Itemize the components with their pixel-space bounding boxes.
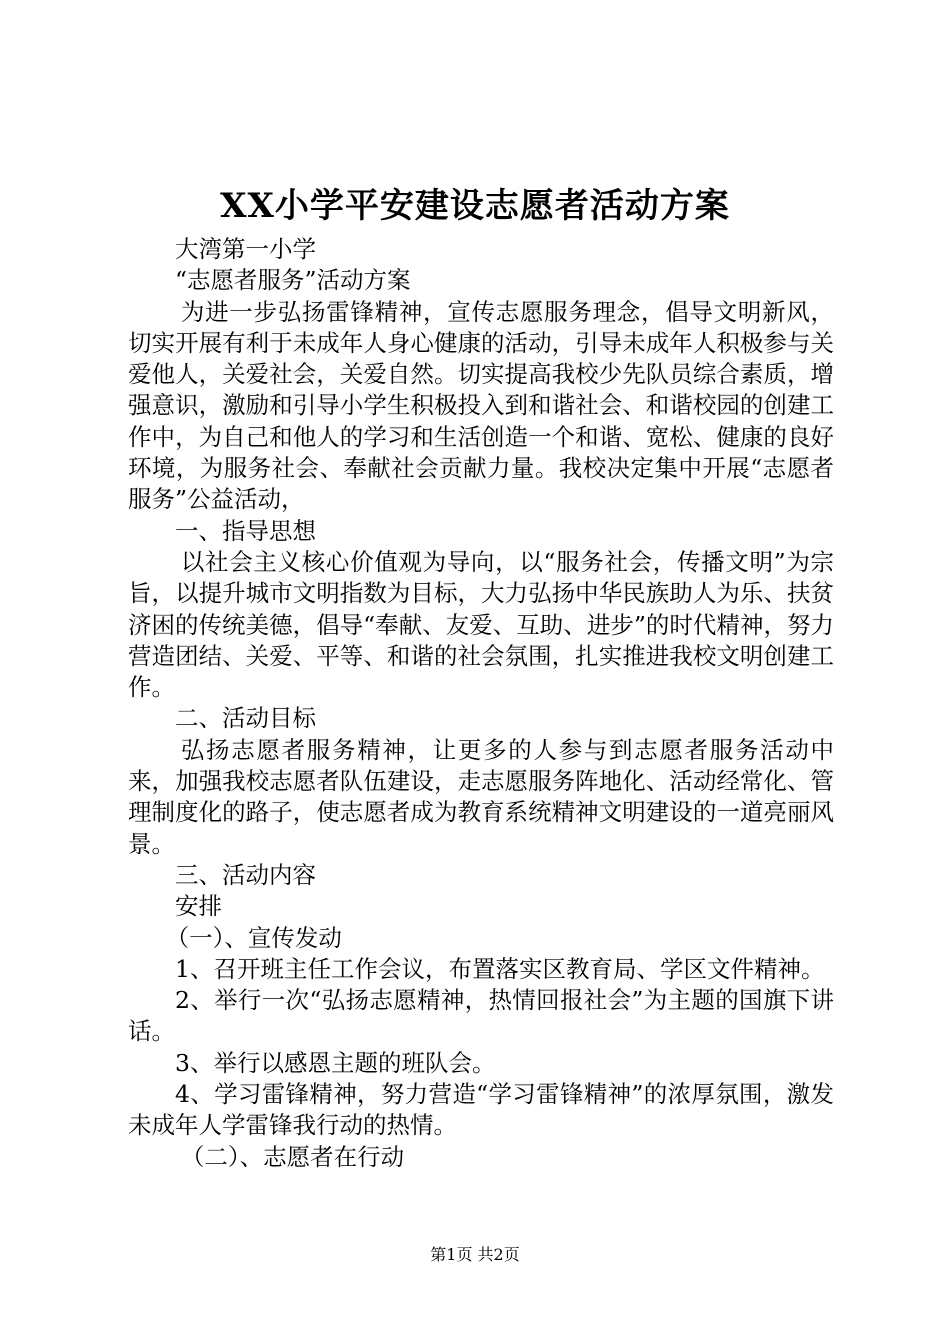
section-heading-guiding-thought: 一、指导思想 bbox=[175, 516, 316, 545]
document-title: XX小学平安建设志愿者活动方案 bbox=[220, 186, 730, 226]
section-heading-activity-content: 三、活动内容 bbox=[175, 860, 316, 889]
subsection-heading-volunteers-in-action: （二）、志愿者在行动 bbox=[180, 1142, 405, 1171]
section-heading-activity-goal: 二、活动目标 bbox=[175, 704, 316, 733]
school-name: 大湾第一小学 bbox=[175, 235, 316, 263]
plan-subtitle: “志愿者服务”活动方案 bbox=[175, 266, 411, 295]
list-item: 2、举行一次“弘扬志愿精神，热情回报社会”为主题的国旗下讲话。 bbox=[128, 986, 834, 1046]
intro-paragraph: 为进一步弘扬雷锋精神，宣传志愿服务理念，倡导文明新风，切实开展有利于未成年人身心健康的活动，引导未成年人积极参与关爱他人，关爱社会，关爱自然。切实提高我校少先队员综合素质，增强意识，激励和引导小学生积极投入到和谐社会、和谐校园的创建工作中，为自己和他人的学习和生活创造一个和谐、宽松、健康的良好环境，为服务社会、奉献社会贡献力量。我校决定集中开展“志愿者服务”公益活动， bbox=[128, 297, 834, 514]
list-item: 1、召开班主任工作会议，布置落实区教育局、学区文件精神。 bbox=[175, 954, 825, 983]
subsection-heading-publicity: （一）、宣传发动 bbox=[165, 923, 342, 952]
page-footer: 第1页 共2页 bbox=[430, 1245, 520, 1264]
guiding-thought-paragraph: 以社会主义核心价值观为导向，以“服务社会，传播文明”为宗旨，以提升城市文明指数为目标，大力弘扬中华民族助人为乐、扶贫济困的传统美德，倡导“奉献、友爱、互助、进步”的时代精神，努力营造团结、关爱、平等、和谐的社会氛围，扎实推进我校文明创建工作。 bbox=[128, 547, 834, 702]
activity-goal-paragraph: 弘扬志愿者服务精神，让更多的人参与到志愿者服务活动中来，加强我校志愿者队伍建设，走志愿服务阵地化、活动经常化、管理制度化的路子，使志愿者成为教育系统精神文明建设的一道亮丽风景。 bbox=[128, 735, 834, 858]
list-item: 4、学习雷锋精神，努力营造“学习雷锋精神”的浓厚氛围，激发未成年人学雷锋我行动的热情。 bbox=[128, 1080, 834, 1140]
document-body bbox=[128, 234, 834, 1173]
arrangement-label: 安排 bbox=[175, 892, 222, 921]
list-item: 3、举行以感恩主题的班队会。 bbox=[175, 1048, 496, 1077]
